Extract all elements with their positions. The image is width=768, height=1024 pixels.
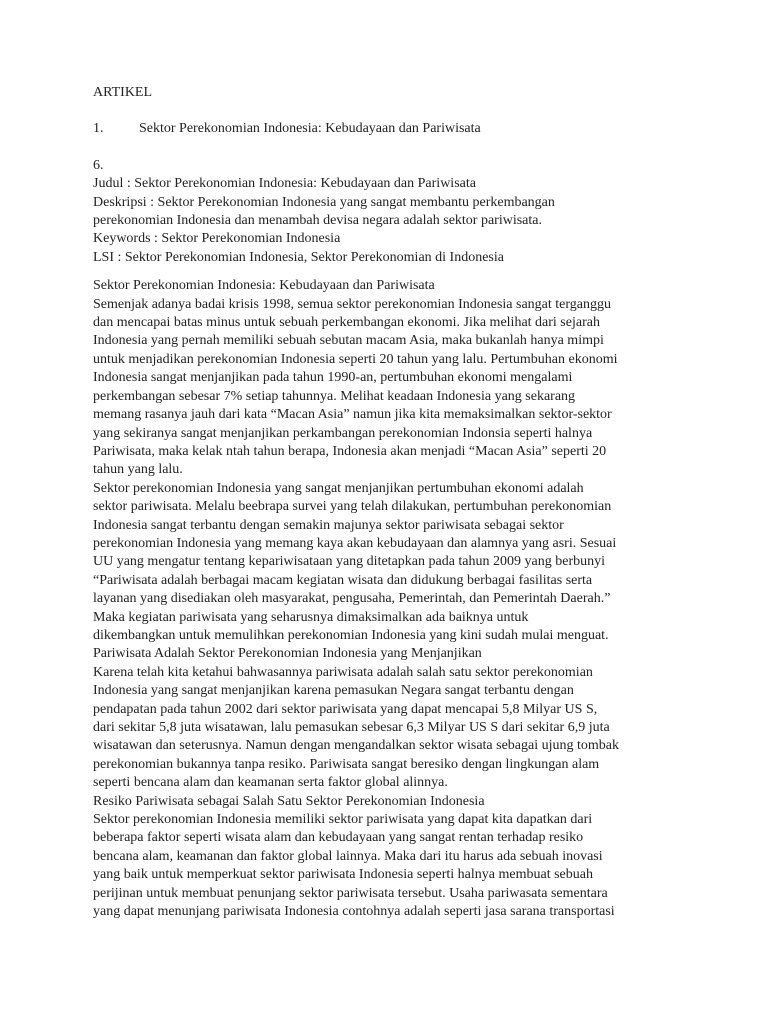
body-line: sektor pariwisata. Melalu beebrapa survei yang telah dilakukan, pertumbuhan perekonomian (93, 499, 612, 515)
numbered-item (93, 120, 683, 138)
body-line: untuk menjadikan perekonomian Indonesia seperti 20 tahun yang lalu. Pertumbuhan ekonomi (93, 351, 618, 367)
body-line: pendapatan pada tahun 2002 dari sektor pariwisata yang dapat mencapai 5,8 Milyar US S, (93, 701, 598, 717)
body-line: Sektor perekonomian Indonesia yang sangat menjanjikan pertumbuhan ekonomi adalah (93, 480, 584, 496)
body-line: Maka kegiatan pariwisata yang seharusnya dimaksimalkan ada baiknya untuk (93, 609, 529, 625)
body-line: Indonesia sangat terbantu dengan semakin majunya sektor pariwisata sebagai sektor (93, 517, 564, 533)
body-line: perekonomian Indonesia yang memang kaya akan kebudayaan dan alamnya yang asri. Sesuai (93, 535, 617, 551)
body-line: Karena telah kita ketahui bahwasannya pariwisata adalah salah satu sektor perekonomian (93, 664, 593, 680)
article-body (93, 277, 683, 921)
section-heading: Pariwisata Adalah Sektor Perekonomian Indonesia yang Menjanjikan (93, 646, 482, 662)
body-line: yang sekiranya sangat menjanjikan perkambangan perekonomian Indonsia seperti halnya (93, 425, 593, 441)
meta-judul: Judul : Sektor Perekonomian Indonesia: Kebudayaan dan Pariwisata (93, 176, 476, 192)
body-title: Sektor Perekonomian Indonesia: Kebudayaan dan Pariwisata (93, 278, 435, 294)
body-line: wisatawan dan seterusnya. Namun dengan mengandalkan sektor wisata sebagai ujung tombak (93, 738, 620, 754)
body-line: Indonesia sangat menjanjikan pada tahun 1990-an, pertumbuhan ekonomi mengalami (93, 370, 573, 386)
body-line: bencana alam, keamanan dan faktor global lainnya. Maka dari itu harus ada sebuah inovasi (93, 848, 603, 864)
body-line: yang dapat menunjang pariwisata Indonesia contohnya adalah seperti jasa sarana transportasi (93, 904, 615, 920)
item-title: Sektor Perekonomian Indonesia: Kebudayaan dan Pariwisata (139, 121, 481, 137)
body-line: perekonomian bukannya tanpa resiko. Pariwisata sangat beresiko dengan lingkungan alam (93, 756, 600, 772)
article-heading: ARTIKEL (93, 85, 153, 100)
body-line: dari sekitar 5,8 juta wisatawan, lalu pemasukan sebesar 6,3 Milyar US S dari sekitar 6,9 juta (93, 720, 610, 735)
body-line: tahun yang lalu. (93, 462, 183, 478)
body-line: Sektor perekonomian Indonesia memiliki sektor pariwisata yang dapat kita dapatkan dari (93, 812, 593, 828)
document-page (93, 84, 683, 921)
item-number: 1. (93, 121, 104, 137)
body-line: seperti bencana alam dan keamanan serta faktor global alinnya. (93, 775, 448, 791)
body-line: perkembangan sebesar 7% setiap tahunnya. Melihat keadaan Indonesia yang sekarang (93, 388, 576, 404)
section-heading: Resiko Pariwisata sebagai Salah Satu Sektor Perekonomian Indonesia (93, 793, 485, 809)
body-line: Pariwisata, maka kelak ntah tahun berapa, Indonesia akan menjadi “Macan Asia” seperti 20 (93, 443, 607, 459)
meta-lsi: LSI : Sektor Perekonomian Indonesia, Sektor Perekonomian di Indonesia (93, 249, 504, 265)
body-line: Indonesia yang sangat menjanjikan karena pemasukan Negara sangat terbantu dengan (93, 683, 574, 699)
body-line: Indonesia yang pernah memiliki sebuah sebutan macam Asia, maka bukanlah hanya mimpi (93, 333, 604, 349)
body-line: yang baik untuk memperkuat sektor pariwisata Indonesia seperti halnya membuat sebuah (93, 867, 593, 883)
body-line: UU yang mengatur tentang kepariwisataan yang ditetapkan pada tahun 2009 yang berbunyi (93, 554, 606, 570)
body-line: memang rasanya jauh dari kata “Macan Asia” namun jika kita memaksimalkan sektor-sektor (93, 407, 612, 423)
body-line: perijinan untuk membuat penunjang sektor pariwisata tersebut. Usaha pariwasata sementara (93, 885, 608, 901)
body-line: dan mencapai batas minus untuk sebuah perkembangan ekonomi. Jika melihat dari sejarah (93, 315, 600, 331)
meta-keywords: Keywords : Sektor Perekonomian Indonesia (93, 231, 341, 247)
meta-deskripsi-line1: Deskripsi : Sektor Perekonomian Indonesia yang sangat membantu perkembangan (93, 194, 555, 210)
meta-deskripsi-line2: perekonomian Indonesia dan menambah devisa negara adalah sektor pariwisata. (93, 213, 542, 229)
body-line: beberapa faktor seperti wisata alam dan kebudayaan yang sangat rentan terhadap resiko (93, 830, 584, 846)
meta-block (93, 157, 683, 267)
body-line: Semenjak adanya badai krisis 1998, semua sektor perekonomian Indonesia sangat terganggu (93, 296, 611, 312)
body-line: dikembangkan untuk memulihkan perekonomian Indonesia yang kini sudah mulai menguat. (93, 627, 609, 643)
body-line: “Pariwisata adalah berbagai macam kegiatan wisata dan didukung berbagai fasilitas serta (93, 572, 593, 588)
body-line: layanan yang disediakan oleh masyarakat, pengusaha, Pemerintah, dan Pemerintah Daerah.” (93, 591, 611, 607)
meta-number: 6. (93, 157, 104, 173)
